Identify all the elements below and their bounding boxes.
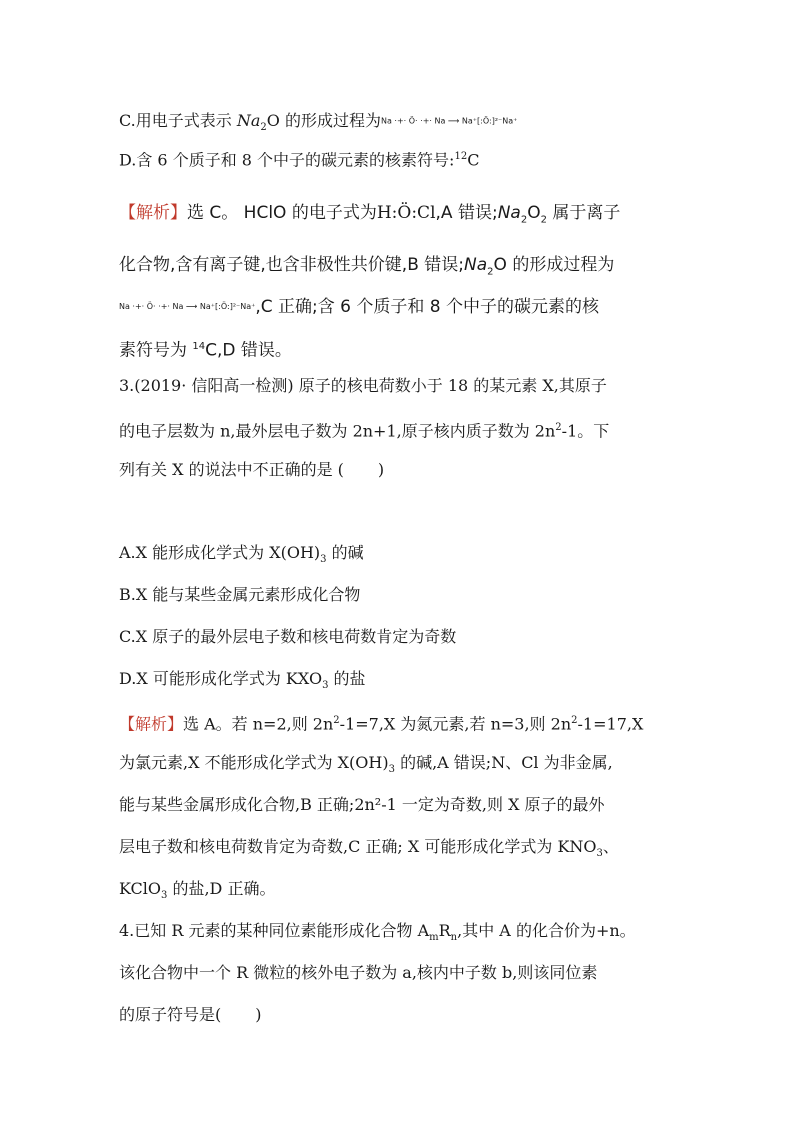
q3-stem-line-3 xyxy=(119,459,384,481)
electron-formation-equation: Na ·+· Ö· ·+· Na ⟶ Na⁺[:Ö:]²⁻Na⁺ xyxy=(119,302,256,311)
superscript: 2 xyxy=(555,422,562,433)
analysis-text: 层电子数和核电荷数肯定为奇数,C 正确; X 可能形成化学式为 KNO xyxy=(119,837,597,856)
option-c-text: C.用电子式表示 xyxy=(119,111,237,130)
mass-number: 12 xyxy=(454,151,468,162)
analysis-text: O 的形成过程为 xyxy=(493,255,615,275)
analysis-text: ,C 正确;含 6 个质子和 8 个中子的碳元素的核 xyxy=(255,297,600,317)
option-text: D.X 可能形成化学式为 KXO xyxy=(119,669,323,688)
mass-number: 14 xyxy=(192,341,206,352)
q2-analysis-line-3 xyxy=(119,296,599,318)
analysis-text: 素符号为 xyxy=(119,340,193,361)
analysis-tag: 【解析】 xyxy=(119,203,187,223)
question-text: 3.(2019· 信阳高一检测) 原子的核电荷数小于 18 的某元素 X,其原子 xyxy=(119,376,607,395)
option-text: C.X 原子的最外层电子数和核电荷数肯定为奇数 xyxy=(119,627,457,646)
question-text: 列有关 X 的说法中不正确的是 ( xyxy=(119,460,344,479)
hclo-electron-formula: H:Ö:Cl xyxy=(376,203,436,223)
q3-option-d xyxy=(119,668,366,697)
option-c-formula: Na xyxy=(236,111,261,130)
formula-sub: 2 xyxy=(540,214,547,226)
q2-analysis-line-4 xyxy=(119,336,292,362)
q3-option-b xyxy=(119,584,360,606)
question-text: 的原子符号是( xyxy=(119,1005,222,1024)
analysis-text: 化合物,含有离子键,也含非极性共价键,B 错误; xyxy=(119,255,465,275)
question-text: 该化合物中一个 R 微粒的核外电子数为 a,核内中子数 b,则该同位素 xyxy=(119,963,598,982)
superscript: 2 xyxy=(333,715,340,726)
q3-analysis-line-5 xyxy=(119,878,275,907)
formula-na: Na xyxy=(497,203,521,223)
q2-analysis-line-2 xyxy=(119,254,614,283)
formula-sub: 2 xyxy=(487,266,494,278)
analysis-text: 、 xyxy=(602,837,619,856)
q4-stem-line-3 xyxy=(119,1004,262,1026)
electron-formation-equation: Na ·+· Ö· ·+· Na ⟶ Na⁺[:Ö:]²⁻Na⁺ xyxy=(381,116,518,126)
analysis-text: 选 A。若 n=2,则 2n xyxy=(183,714,334,734)
analysis-text: C,D 错误。 xyxy=(205,340,292,361)
question-text: 4.已知 R 元素的某种同位素能形成化合物 A xyxy=(119,921,430,940)
question-text: ) xyxy=(255,1005,262,1024)
subscript: 3 xyxy=(320,554,327,566)
q3-option-a xyxy=(119,542,364,571)
q2-option-d xyxy=(119,146,479,171)
analysis-text: ,A 错误; xyxy=(435,203,498,223)
q3-analysis-line-3 xyxy=(119,794,605,816)
option-text: 的碱 xyxy=(326,543,364,562)
option-text: A.X 能形成化学式为 X(OH) xyxy=(119,543,321,562)
q3-stem-line-1 xyxy=(119,375,607,397)
analysis-text: -1=7,X 为氮元素,若 n=3,则 2n xyxy=(339,714,572,734)
question-text: 的电子层数为 n,最外层电子数为 2n+1,原子核内质子数为 2n xyxy=(119,421,556,441)
q2-option-c xyxy=(119,110,517,139)
analysis-tag: 【解析】 xyxy=(119,714,184,734)
analysis-text: 为氯元素,X 不能形成化学式为 X(OH) xyxy=(119,753,389,772)
superscript: 2 xyxy=(571,715,578,726)
subscript: n xyxy=(450,932,458,944)
element-symbol: C xyxy=(467,150,480,170)
analysis-text: KClO xyxy=(119,879,161,898)
option-text: 的盐 xyxy=(328,669,366,688)
option-c-formula-sub: 2 xyxy=(260,122,267,134)
analysis-text: 选 C。 HClO 的电子式为 xyxy=(187,203,377,223)
option-c-formula-rest: O xyxy=(266,111,280,130)
subscript: 3 xyxy=(596,848,603,860)
option-text: B.X 能与某些金属元素形成化合物 xyxy=(119,585,361,604)
option-d-text: D.含 6 个质子和 8 个中子的碳元素的核素符号: xyxy=(119,150,455,170)
q3-analysis-line-1 xyxy=(119,710,643,735)
q4-stem-line-1 xyxy=(119,920,636,949)
analysis-text: 能与某些金属形成化合物,B 正确;2n²-1 一定为奇数,则 X 原子的最外 xyxy=(119,795,605,814)
q4-stem-line-2 xyxy=(119,962,597,984)
q2-analysis-line-1 xyxy=(119,202,620,231)
analysis-text: 的碱,A 错误;N、Cl 为非金属, xyxy=(394,753,613,772)
analysis-text: 属于离子 xyxy=(546,203,621,223)
question-text: R xyxy=(438,921,451,940)
analysis-text: 的盐,D 正确。 xyxy=(167,879,276,898)
formula-sub: 2 xyxy=(520,214,528,226)
subscript: 3 xyxy=(322,680,329,692)
subscript: 3 xyxy=(161,890,168,902)
question-text: ) xyxy=(377,460,385,479)
q3-option-c xyxy=(119,626,456,648)
subscript: 3 xyxy=(388,764,395,776)
question-text: ,其中 A 的化合价为+n。 xyxy=(457,921,636,940)
q3-stem-line-2 xyxy=(119,417,609,442)
option-c-suffix: 的形成过程为 xyxy=(279,111,381,130)
formula-na: Na xyxy=(464,255,488,275)
analysis-text: -1=17,X xyxy=(577,714,644,734)
subscript: m xyxy=(429,932,439,944)
question-text: -1。下 xyxy=(561,421,610,441)
q3-analysis-line-2 xyxy=(119,752,613,781)
q3-analysis-line-4 xyxy=(119,836,619,865)
formula-o: O xyxy=(527,203,541,223)
